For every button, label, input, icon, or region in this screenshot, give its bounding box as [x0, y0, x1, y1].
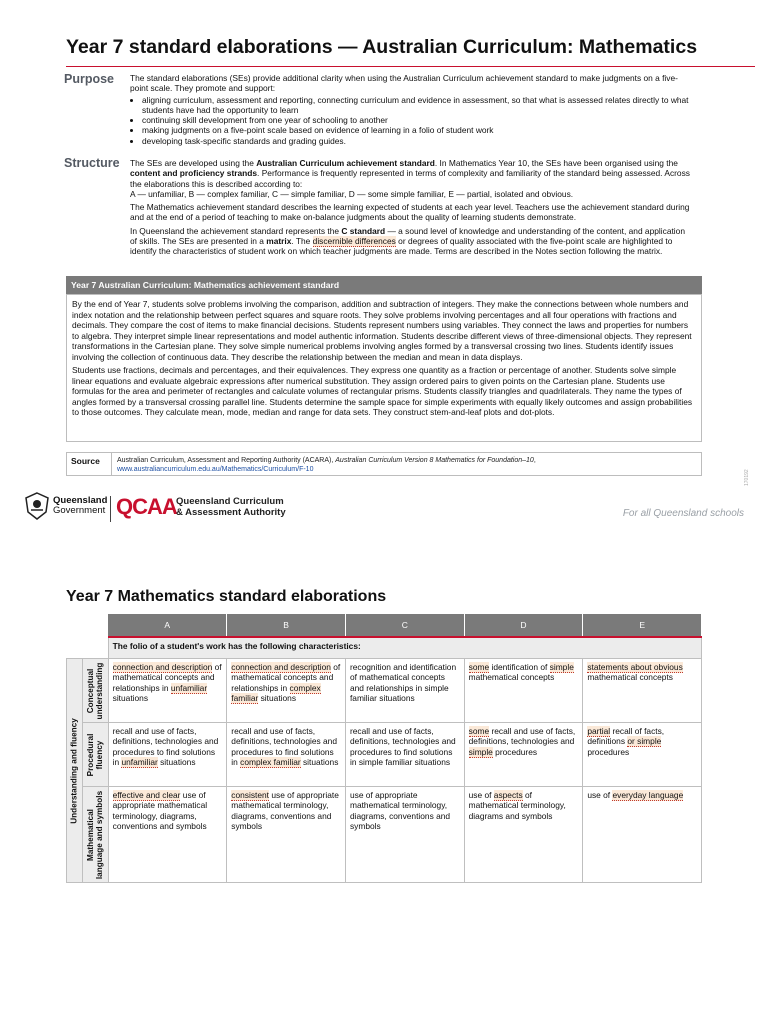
discernible-difference: some — [468, 726, 490, 736]
group-label-cell — [67, 659, 83, 883]
matrix-cell — [583, 787, 702, 883]
source-link[interactable]: www.australiancurriculum.edu.au/Mathematics/Curriculum/F-10 — [117, 466, 314, 473]
text: situations — [258, 692, 297, 703]
text: recall and use of facts, definitions, technologies and procedures to find solutions in simple familiar situations — [349, 726, 456, 767]
text: . The — [291, 236, 313, 247]
text: use of appropriate mathematical terminology, diagrams, conventions and symbols — [231, 790, 339, 831]
text: In Queensland the achievement standard represents the — [130, 225, 342, 236]
logo-divider — [110, 496, 111, 522]
grade-c-header: C — [345, 614, 464, 637]
bold-term: content and proficiency strands — [130, 168, 258, 179]
discernible-difference: effective and clear — [112, 790, 181, 800]
purpose-bullet: • developing task-specific standards and grading guides. — [142, 136, 690, 146]
qcaa-line-2: & Assessment Authority — [176, 506, 286, 518]
matrix-cell — [227, 659, 346, 723]
grade-b-header: B — [227, 614, 346, 637]
version-code: 170192 — [744, 469, 750, 486]
qcaa-line-1: Queensland Curriculum — [176, 496, 284, 507]
text: of mathematical concepts and relationships in — [112, 662, 222, 693]
matrix-row-procedural — [67, 723, 702, 787]
matrix-cell — [464, 723, 583, 787]
blank-cell — [67, 637, 109, 659]
group-label: Understanding and fluency — [69, 717, 79, 824]
row-label-cell — [82, 659, 108, 723]
matrix-cell — [464, 787, 583, 883]
discernible-difference: complex familiar — [231, 682, 321, 703]
discernible-difference: everyday language — [612, 790, 684, 800]
row-label: Conceptual understanding — [86, 662, 105, 719]
structure-section — [130, 158, 690, 260]
text: use of — [587, 790, 613, 800]
discernible-difference: connection and description — [112, 662, 213, 672]
standards-matrix — [66, 614, 702, 883]
standard-para-1: By the end of Year 7, students solve problems involving the comparison, addition and subtraction of integers. They make the connections between whole numbers and index notation and the relationship between perfect squares and square roots. They solve problems involving percentages and all four operations with fractions and decimals. They compare the cost of items to make financial decisions. Students represent numbers using variables. They connect the laws and properties for numbers to algebra. They interpret simple linear representations and model authentic information. Students describe different views of three-dimensional objects. They represent transformations in the Cartesian plane. They solve simple numerical problems involving angles formed by a transversal crossing two lines. Students identify issues involving the collection of continuous data. They describe the relationship between the median and mean in data displays. — [72, 299, 692, 362]
discernible-difference: unfamiliar — [121, 756, 158, 767]
text: . In Mathematics Year 10, the SEs have been organised using the — [434, 158, 678, 168]
purpose-label: Purpose — [64, 72, 115, 86]
matrix-cell — [227, 723, 346, 787]
row-label-cell — [82, 723, 108, 787]
folio-row — [67, 637, 702, 659]
matrix-heading: Year 7 Mathematics standard elaborations — [66, 588, 387, 605]
matrix-cell — [345, 659, 464, 723]
text: use of — [468, 790, 494, 800]
text: situations — [157, 756, 196, 767]
discernible-difference: aspects — [493, 790, 523, 800]
matrix-row-language — [67, 787, 702, 883]
qcaa-wordmark — [176, 497, 286, 518]
structure-para-1 — [130, 158, 690, 199]
tagline: For all Queensland schools — [622, 508, 744, 519]
source-box — [66, 452, 702, 476]
purpose-bullet: • making judgments on a five-point scale based on evidence of learning in a folio of student work — [142, 125, 690, 135]
text: recall of facts, definitions — [587, 726, 665, 747]
qld-line-1: Queensland — [53, 495, 108, 506]
text: mathematical concepts — [468, 672, 555, 683]
text: of mathematical terminology, diagrams and symbols — [468, 790, 566, 821]
qld-line-2: Government — [53, 505, 106, 516]
matrix-cell — [227, 787, 346, 883]
matrix-row-conceptual — [67, 659, 702, 723]
scale-description: A — unfamiliar, B — complex familiar, C — simple familiar, D — some simple familiar, E — partial, isolated and obvious. — [130, 188, 574, 199]
text: use of appropriate mathematical terminology, diagrams, conventions and symbols — [349, 790, 451, 831]
discernible-difference: statements about obvious — [587, 662, 683, 672]
bold-term: Australian Curriculum achievement standard — [256, 158, 435, 168]
matrix-cell — [583, 659, 702, 723]
achievement-standard-box — [66, 294, 702, 442]
page-title: Year 7 standard elaborations — Australian Curriculum: Mathematics — [66, 36, 698, 58]
purpose-bullet: • aligning curriculum, assessment and reporting, connecting curriculum and evidence in assessment, so that what is assessed relates directly to what students have had the opportunity to learn — [142, 95, 690, 116]
discernible-difference: partial — [587, 726, 611, 736]
text: or degrees of quality associated with the five-point scale are highlighted to identify the characteristics of student work on which teacher judgments are made. Terms are described in the Notes section following the matrix. — [130, 236, 673, 257]
matrix-cell — [345, 787, 464, 883]
discernible-difference: consistent — [231, 790, 270, 800]
structure-para-2: The Mathematics achievement standard describes the learning expected of students at each year level. Teachers use the achievement standard during and at the end of a period of teaching to make on-balance judgments about the quality of learning students demonstrate. — [130, 202, 690, 223]
grade-e-header: E — [583, 614, 702, 637]
text: recognition and identification of mathematical concepts and relationships in simple familiar situations — [349, 662, 457, 703]
grade-header-row — [67, 614, 702, 637]
discernible-difference: connection and description — [231, 662, 331, 672]
discernible-difference: simple — [468, 746, 493, 757]
text: The SEs are developed using the — [130, 158, 257, 168]
discernible-difference: or simple — [627, 736, 662, 747]
folio-characteristics: The folio of a student's work has the following characteristics: — [108, 637, 701, 659]
text: procedures — [492, 746, 538, 757]
qld-gov-wordmark — [53, 496, 107, 516]
grade-d-header: D — [464, 614, 583, 637]
matrix-cell — [345, 723, 464, 787]
row-label: Procedural fluency — [86, 733, 105, 776]
discernible-difference: complex familiar — [240, 756, 301, 767]
text: situations — [112, 692, 149, 703]
purpose-bullet-list — [130, 95, 690, 146]
bold-term: matrix — [266, 236, 292, 247]
grade-a-header: A — [108, 614, 227, 637]
text: — a sound level of knowledge and understanding of the content, and application of skills. The SEs are presented in a — [130, 225, 685, 247]
text: . Performance is frequently represented in terms of complexity and familiarity of the standard being assessed. Across the elaborations this is described according to: — [130, 168, 690, 189]
purpose-bullet: • continuing skill development from one year of schooling to another — [142, 115, 690, 125]
source-label: Source — [67, 453, 112, 475]
matrix-cell — [108, 723, 227, 787]
row-label: Mathematical language and symbols — [86, 790, 105, 879]
citation-title: Australian Curriculum Version 8 Mathematics for Foundation–10 — [335, 457, 534, 464]
standard-para-2: Students use fractions, decimals and percentages, and their equivalences. They express one quantity as a fraction or percentage of another. Students solve simple linear equations and evaluate algebraic expressions after numerical substitution. They assign ordered pairs to given points on the Cartesian plane. Students use formulas for the area and perimeter of rectangles and calculate volumes of rectangular prisms. Students classify triangles and quadrilaterals. They name the types of angles formed by a transversal crossing parallel line. Students determine the sample space for simple experiments with equally likely outcomes and assign probabilities to those outcomes. They calculate mean, mode, median and range for data sets. They construct stem-and-leaf plots and dot-plots. — [72, 365, 693, 417]
text: of mathematical concepts and relationships in — [231, 662, 341, 693]
text: recall and use of facts, definitions, technologies and procedures to find solutions in — [112, 726, 219, 767]
text: recall and use of facts, definitions, technologies and procedures to find solutions in — [231, 726, 337, 767]
matrix-cell — [583, 723, 702, 787]
queensland-crest-icon — [24, 492, 50, 520]
purpose-section — [130, 73, 690, 146]
discernible-difference: unfamiliar — [170, 682, 208, 693]
text: recall and use of facts, definitions, technologies and — [468, 726, 576, 747]
achievement-standard-heading: Year 7 Australian Curriculum: Mathematics achievement standard — [66, 276, 702, 294]
bold-term: C standard — [341, 225, 386, 236]
text: situations — [300, 756, 339, 767]
purpose-intro: The standard elaborations (SEs) provide additional clarity when using the Australian Curriculum achievement standard to make judgments on a five-point scale. They promote and support: — [130, 73, 678, 94]
blank-corner — [67, 614, 109, 637]
text: identification of — [489, 662, 550, 672]
highlighted-term: discernible differences — [312, 236, 396, 247]
structure-label: Structure — [64, 156, 120, 170]
text: mathematical concepts — [587, 672, 673, 683]
discernible-difference: some — [468, 662, 490, 672]
matrix-cell — [108, 787, 227, 883]
row-label-cell — [82, 787, 108, 883]
text: Australian Curriculum, Assessment and Reporting Authority (ACARA), — [117, 457, 336, 464]
source-citation: Australian Curriculum, Assessment and Reporting Authority (ACARA), Australian Curriculum Version 8 Mathematics for Foundation–10, www.australiancurriculum.edu.au/Mathematics/Curriculum/F-10 — [117, 457, 536, 473]
matrix-cell — [108, 659, 227, 723]
matrix-cell — [464, 659, 583, 723]
text: use of appropriate mathematical terminology, diagrams, conventions and symbols — [112, 790, 208, 831]
structure-para-3 — [130, 226, 690, 257]
title-divider — [66, 66, 755, 67]
qcaa-logo: QCAA — [116, 494, 177, 519]
discernible-difference: simple — [549, 662, 574, 672]
text: procedures — [587, 746, 630, 757]
